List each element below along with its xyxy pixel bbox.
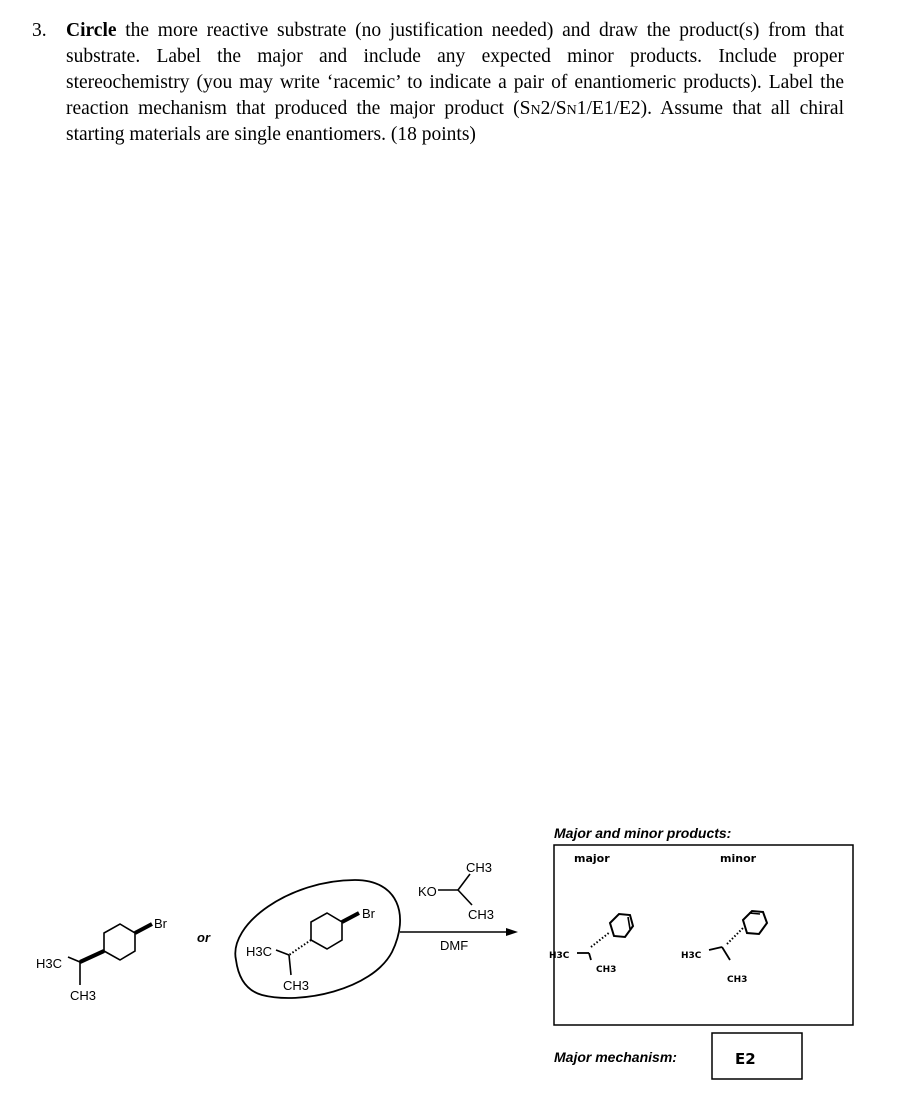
substrate-b[interactable] (235, 880, 400, 998)
cyclohexene-ring (743, 911, 767, 934)
wedge-bond (80, 951, 104, 962)
methyl-label: CH3 (283, 978, 310, 993)
reagent-ko-label: KO (418, 884, 437, 899)
wedge-bond (135, 924, 152, 933)
question-number: 3. (32, 20, 47, 41)
bond (458, 890, 472, 905)
answer-circle (235, 880, 400, 998)
bromine-label: Br (362, 906, 375, 921)
solvent-label: DMF (440, 938, 469, 953)
question-lead: Circle (66, 20, 117, 41)
arrow-head (506, 928, 518, 936)
minor-h3c-label: H3C (681, 951, 702, 961)
major-label: major (574, 852, 610, 865)
major-product (549, 914, 633, 975)
cyclohexane-ring (104, 924, 135, 960)
bond (68, 957, 80, 962)
hash-bond (591, 932, 610, 947)
wedge-bond (342, 913, 359, 922)
methyl-label: CH3 (70, 988, 97, 1003)
minor-label: minor (720, 852, 757, 865)
bond (458, 874, 470, 890)
mechanism-answer: E2 (735, 1050, 756, 1068)
major-ch3-label: CH3 (596, 965, 617, 975)
methyl-label: H3C (246, 944, 273, 959)
major-h3c-label: H3C (549, 951, 570, 961)
question-text-b: 1/E1/E2). Assume that all chiral starting materials are single enantiomers. (18 points) (66, 98, 844, 145)
mechanism-answer-box[interactable] (712, 1033, 802, 1079)
reagent (418, 860, 494, 922)
bond (276, 950, 289, 955)
bond (722, 947, 730, 960)
question-text-a: the more reactive substrate (no justification needed) and draw the product(s) from that substrate. Label the major and include any expected minor products. Include proper stereochemistry (you may write ‘racemic’ to indicate a pair of enantiomeric products). Label the reaction mechanism that produced the major product ( (66, 20, 844, 119)
bond (589, 953, 591, 960)
substrate-a[interactable] (36, 916, 168, 1003)
double-bond (628, 917, 630, 929)
hash-bond (289, 940, 311, 955)
bond (709, 947, 722, 950)
cyclohexane-ring (311, 913, 342, 949)
minor-product (681, 911, 767, 985)
products-answer-box[interactable] (554, 845, 853, 1025)
mechanism-sn-1: Sn (519, 98, 541, 119)
reagent-ch3-bottom: CH3 (468, 907, 495, 922)
bond (289, 955, 291, 975)
hash-bond (727, 928, 743, 944)
mechanism-sn-2: Sn (555, 98, 577, 119)
reagent-ch3-top: CH3 (466, 860, 493, 875)
products-heading: Major and minor products: (554, 825, 732, 841)
minor-ch3-label: CH3 (727, 975, 748, 985)
mechanism-num-1: 2/ (540, 98, 556, 119)
mechanism-label: Major mechanism: (554, 1049, 677, 1065)
methyl-label: H3C (36, 956, 63, 971)
double-bond (749, 913, 760, 914)
bromine-label: Br (154, 916, 167, 931)
or-label: or (197, 930, 210, 945)
